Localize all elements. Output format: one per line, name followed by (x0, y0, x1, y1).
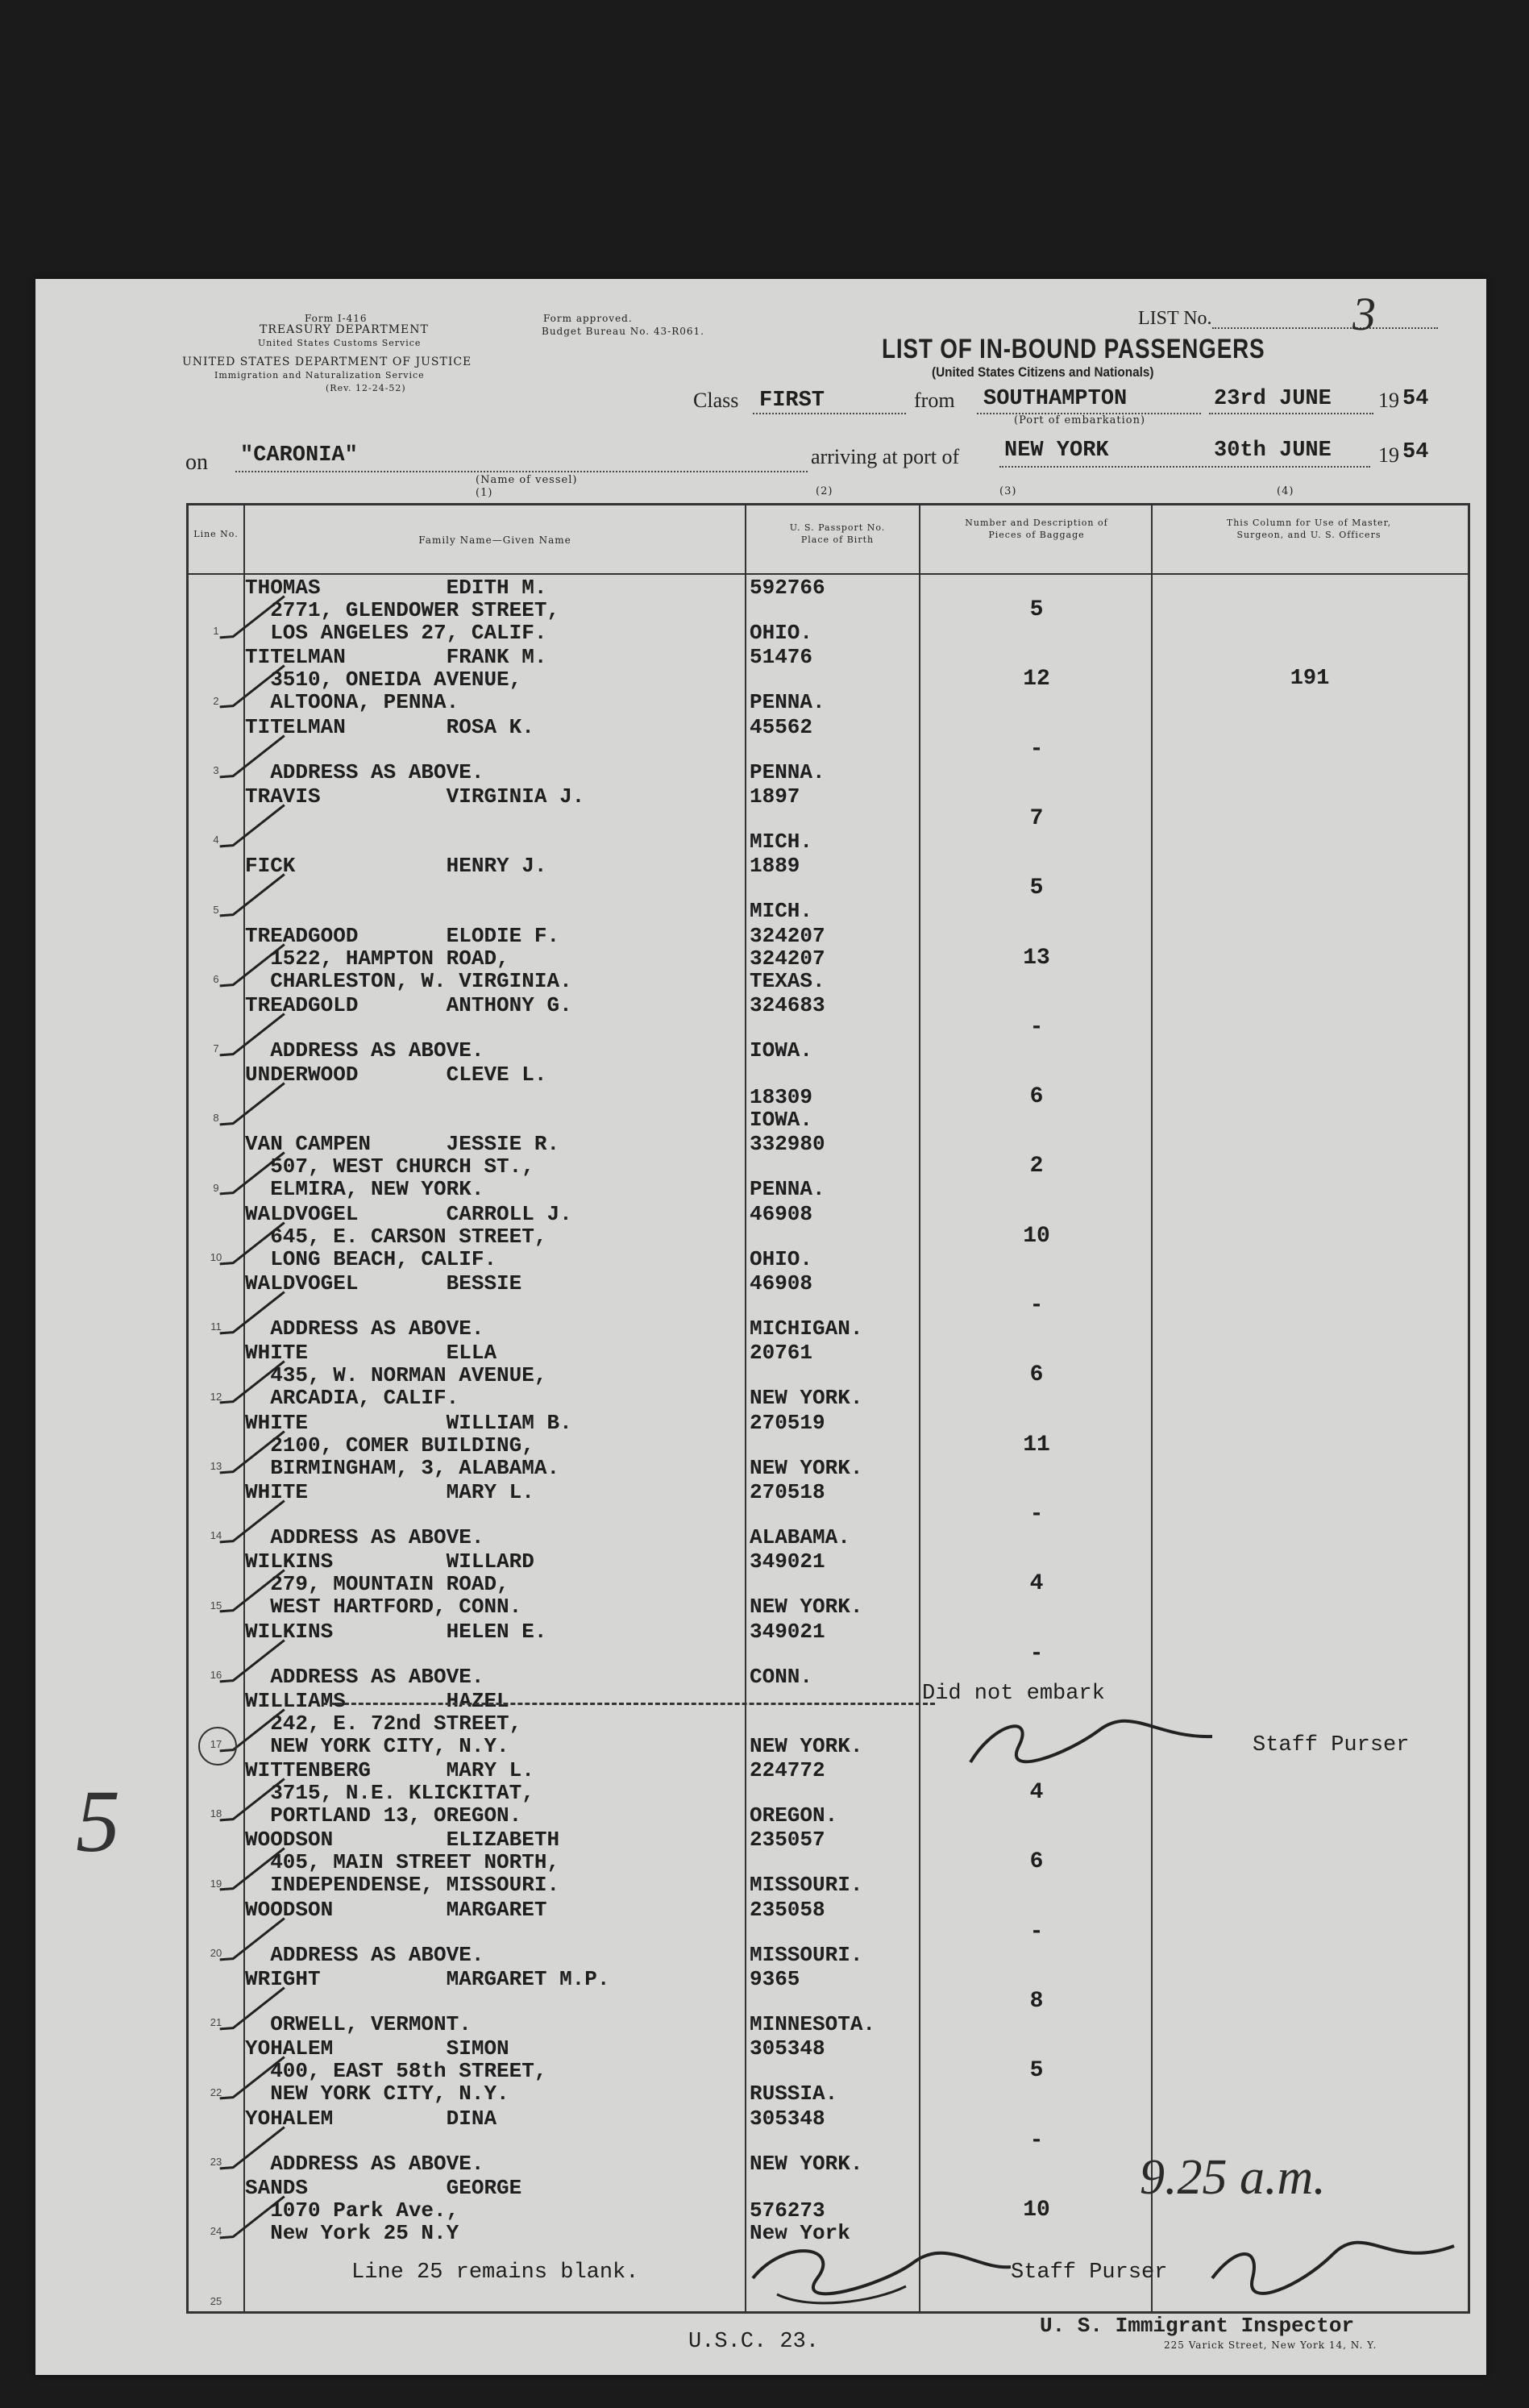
row-line-number: 6 (213, 972, 219, 985)
purser-signature-2 (745, 2230, 1019, 2314)
strike-williams (322, 1703, 935, 1705)
circle-17 (198, 1727, 237, 1765)
vessel-name: "CARONIA" (240, 443, 358, 468)
row-passport-birth: 324207 324207 TEXAS. (750, 923, 825, 993)
arrival-year-prefix: 19 (1378, 443, 1399, 467)
depart-year: 54 (1402, 387, 1429, 411)
row-passport-birth: 332980 PENNA. (750, 1132, 825, 1202)
header-official: This Column for Use of Master, Surgeon, and U. S. Officers (1226, 518, 1392, 540)
page-subtitle: (United States Citizens and Nationals) (932, 364, 1154, 380)
class-value: FIRST (759, 389, 825, 413)
class-label: Class (693, 389, 739, 412)
row-passport-birth: 45562 PENNA. (750, 714, 825, 784)
row-line-number: 23 (210, 2155, 222, 2168)
arrival-date: 30th JUNE (1214, 439, 1332, 463)
row-line-number: 1 (213, 625, 219, 638)
row-line-number: 8 (213, 1112, 219, 1125)
row-line-number: 18 (210, 1807, 222, 1820)
row-line-number: 4 (213, 834, 219, 846)
row-line-number: 17 (210, 1738, 222, 1751)
header-baggage: Number and Description of Pieces of Baggage (965, 518, 1108, 540)
row-line-number: 19 (210, 1877, 222, 1890)
arrival-port: NEW YORK (1004, 439, 1109, 463)
row-line-number: 14 (210, 1529, 222, 1542)
staff-purser-label: Staff Purser (1253, 1733, 1410, 1757)
printer-line: 225 Varick Street, New York 14, N. Y. (1164, 2339, 1377, 2351)
row-passport-birth: 51476 PENNA. (750, 645, 825, 715)
row-line-number: 11 (210, 1320, 222, 1333)
row-baggage: 4 (1029, 1571, 1044, 1597)
row-name-address: WRIGHT MARGARET M.P. ORWELL, VERMONT. (245, 1967, 610, 2036)
row-name-address: TRAVIS VIRGINIA J. (245, 784, 585, 809)
row-passport-birth: 592766 OHIO. (750, 576, 825, 645)
row-passport-birth: 9365 MINNESOTA. (750, 1967, 876, 2036)
col-divider (745, 505, 746, 2311)
row-line-number: 12 (210, 1390, 222, 1403)
inspector-signature (1204, 2230, 1462, 2306)
row-name-address: UNDERWOOD CLEVE L. (245, 1063, 547, 1088)
row-passport-birth: 46908 OHIO. (750, 1201, 813, 1271)
row-line-number: 9 (213, 1181, 219, 1194)
row-line-number: 7 (213, 1042, 219, 1055)
row-name-address: TITELMAN ROSA K. ADDRESS AS ABOVE. (245, 714, 534, 784)
row-line-number: 20 (210, 1947, 222, 1959)
row-passport-birth: 224772 OREGON. (750, 1758, 838, 1828)
vessel-line (235, 471, 808, 472)
row-line-number: 24 (210, 2225, 222, 2238)
row-line-number: 3 (213, 763, 219, 776)
row-name-address: WHITE MARY L. ADDRESS AS ABOVE. (245, 1479, 534, 1549)
row-baggage: 6 (1029, 1084, 1044, 1110)
row-line-number: 10 (210, 1251, 222, 1263)
col-divider (919, 505, 920, 2311)
passenger-table (186, 503, 1470, 2314)
header-line-no: Line No. (193, 529, 239, 539)
row-baggage: - (1029, 1014, 1044, 1040)
row-line-number: 25 (210, 2294, 222, 2307)
row-passport-birth: 18309 IOWA. (750, 1085, 813, 1133)
row-official-use: 191 (1290, 667, 1330, 692)
row-line-number: 21 (210, 2016, 222, 2029)
row-line-number: 15 (210, 1599, 222, 1612)
row-baggage: 2 (1029, 1154, 1044, 1179)
embark-port: SOUTHAMPTON (983, 387, 1128, 411)
row-baggage: 7 (1029, 805, 1044, 831)
row-name-address: WITTENBERG MARY L. 3715, N.E. KLICKITAT, PORTLAND 13, OREGON. (245, 1758, 534, 1828)
row-passport-birth: 235057 MISSOURI. (750, 1828, 863, 1898)
row-name-address: SANDS GEORGE 1070 Park Ave., New York 25 N.Y (245, 2175, 522, 2245)
row-passport-birth: 20761 NEW YORK. (750, 1341, 863, 1411)
row-name-address: WOODSON ELIZABETH 405, MAIN STREET NORTH, INDEPENDENSE, MISSOURI. (245, 1828, 560, 1898)
depart-line (1209, 413, 1373, 414)
did-not-embark: Did not embark (922, 1682, 1105, 1706)
row-name-address: THOMAS EDITH M. 2771, GLENDOWER STREET, LOS ANGELES 27, CALIF. (245, 576, 560, 645)
row-passport-birth: 270519 NEW YORK. (750, 1410, 863, 1480)
arrival-line (999, 466, 1370, 468)
time-note: 9.25 a.m. (1140, 2150, 1326, 2205)
row-baggage: 10 (1023, 2197, 1050, 2223)
purser-signature (962, 1706, 1220, 1790)
vessel-caption: (Name of vessel) (476, 474, 578, 486)
row-name-address: WALDVOGEL CARROLL J. 645, E. CARSON STREET, LONG BEACH, CALIF. (245, 1201, 572, 1271)
row-passport-birth: 349021 NEW YORK. (750, 1549, 863, 1620)
from-label: from (914, 389, 955, 412)
tick-mark (207, 2183, 300, 2257)
list-no-line (1212, 327, 1438, 329)
header-rule (189, 573, 1468, 575)
row-passport-birth: NEW YORK. (750, 1733, 863, 1758)
row-passport-birth: 305348 RUSSIA. (750, 2036, 838, 2106)
form-number: Form I-416 (305, 313, 368, 324)
line25-note: Line 25 remains blank. (351, 2260, 639, 2285)
row-baggage: - (1029, 1293, 1044, 1318)
row-baggage: 5 (1029, 597, 1044, 622)
approved-label: Form approved. (543, 313, 633, 324)
row-name-address: WHITE WILLIAM B. 2100, COMER BUILDING, BIRMINGHAM, 3, ALABAMA. (245, 1410, 572, 1480)
row-baggage: - (1029, 1919, 1044, 1944)
row-baggage: - (1029, 736, 1044, 762)
row-baggage: 12 (1023, 667, 1050, 692)
row-baggage: 6 (1029, 1362, 1044, 1388)
col-divider (1151, 505, 1153, 2311)
row-baggage: 4 (1029, 1780, 1044, 1806)
staff-purser-label-2: Staff Purser (1011, 2260, 1168, 2285)
page-title: LIST OF IN-BOUND PASSENGERS (882, 334, 1265, 364)
row-name-address: YOHALEM SIMON 400, EAST 58th STREET, NEW YORK CITY, N.Y. (245, 2036, 547, 2106)
row-name-address: WILKINS WILLARD 279, MOUNTAIN ROAD, WEST HARTFORD, CONN. (245, 1549, 534, 1620)
justice-label: UNITED STATES DEPARTMENT OF JUSTICE (182, 356, 472, 368)
arrival-year: 54 (1402, 440, 1429, 464)
row-name-address: VAN CAMPEN JESSIE R. 507, WEST CHURCH ST., ELMIRA, NEW YORK. (245, 1132, 560, 1202)
row-baggage: 11 (1023, 1432, 1050, 1458)
row-line-number: 2 (213, 694, 219, 707)
manifest-sheet (35, 279, 1486, 2375)
row-name-address: TREADGOOD ELODIE F. 1522, HAMPTON ROAD, CHARLESTON, W. VIRGINIA. (245, 923, 572, 993)
row-baggage: 5 (1029, 2058, 1044, 2084)
row-passport-birth: 270518 ALABAMA. (750, 1479, 850, 1549)
treasury-label: TREASURY DEPARTMENT (260, 323, 429, 336)
col1-caption: (1) (476, 487, 493, 499)
row-passport-birth: 305348 NEW YORK. (750, 2106, 863, 2176)
col4-caption: (4) (1277, 485, 1294, 497)
row-baggage: 5 (1029, 875, 1044, 901)
depart-year-prefix: 19 (1378, 389, 1399, 412)
row-line-number: 22 (210, 2086, 222, 2098)
arriving-label: arriving at port of (811, 445, 960, 468)
row-passport-birth: 46908 MICHIGAN. (750, 1271, 863, 1341)
rev-label: (Rev. 12-24-52) (326, 383, 406, 393)
budget-label: Budget Bureau No. 43-R061. (542, 326, 704, 337)
ins-label: Immigration and Naturalization Service (214, 370, 425, 381)
row-passport-birth: 324683 IOWA. (750, 992, 825, 1063)
customs-label: United States Customs Service (258, 338, 422, 348)
row-baggage: - (1029, 2127, 1044, 2153)
row-name-address: WHITE ELLA 435, W. NORMAN AVENUE, ARCADIA, CALIF. (245, 1341, 547, 1411)
embark-caption: (Port of embarkation) (1014, 414, 1146, 426)
depart-date: 23rd JUNE (1214, 387, 1332, 411)
row-baggage: - (1029, 1641, 1044, 1666)
header-passport: U. S. Passport No. Place of Birth (789, 522, 886, 545)
row-passport-birth: 576273 New York (750, 2198, 850, 2245)
row-name-address: TITELMAN FRANK M. 3510, ONEIDA AVENUE, ALTOONA, PENNA. (245, 645, 547, 715)
row-name-address: FICK HENRY J. (245, 854, 547, 879)
row-baggage: - (1029, 1501, 1044, 1527)
margin-note: 5 (76, 1772, 120, 1870)
row-line-number: 16 (210, 1668, 222, 1681)
row-name-address: WALDVOGEL BESSIE ADDRESS AS ABOVE. (245, 1271, 522, 1341)
row-line-number: 13 (210, 1459, 222, 1472)
row-baggage: 10 (1023, 1223, 1050, 1249)
row-passport-birth: 235058 MISSOURI. (750, 1897, 863, 1967)
immigrant-inspector: U. S. Immigrant Inspector (1040, 2314, 1355, 2338)
row-passport-birth: 1897 MICH. (750, 784, 813, 854)
row-name-address: WOODSON MARGARET ADDRESS AS ABOVE. (245, 1897, 547, 1967)
on-label: on (185, 450, 208, 475)
row-name-address: WILLIAMS HAZEL 242, E. 72nd STREET, NEW YORK CITY, N.Y. (245, 1688, 522, 1758)
row-baggage: 13 (1023, 945, 1050, 971)
class-line (753, 413, 906, 414)
row-name-address: WILKINS HELEN E. ADDRESS AS ABOVE. (245, 1619, 547, 1689)
row-line-number: 5 (213, 903, 219, 916)
list-no-value: 3 (1352, 288, 1376, 340)
usc-number: U.S.C. 23. (688, 2330, 820, 2354)
row-passport-birth: 349021 CONN. (750, 1619, 825, 1689)
header-name: Family Name—Given Name (418, 534, 571, 546)
col2-caption: (2) (816, 485, 833, 497)
row-name-address: YOHALEM DINA ADDRESS AS ABOVE. (245, 2106, 497, 2176)
row-baggage: 6 (1029, 1849, 1044, 1875)
row-baggage: 8 (1029, 1989, 1044, 2014)
list-no-label: LIST No. (1138, 308, 1212, 329)
col3-caption: (3) (999, 485, 1017, 497)
row-passport-birth: 1889 MICH. (750, 854, 813, 924)
row-name-address: TREADGOLD ANTHONY G. ADDRESS AS ABOVE. (245, 992, 572, 1063)
